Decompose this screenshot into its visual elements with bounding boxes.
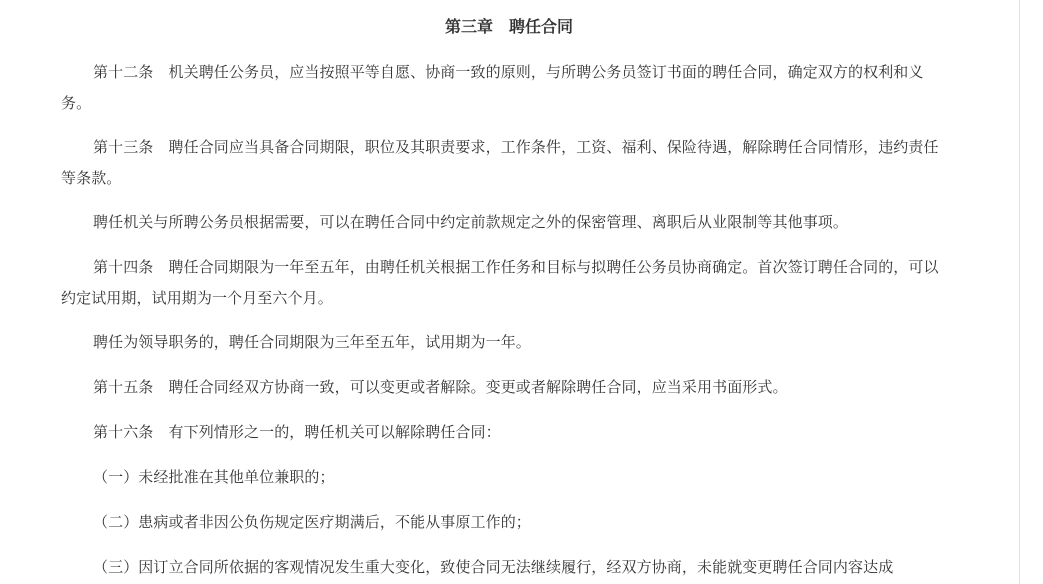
paragraph-article-14-supplement: 聘任为领导职务的，聘任合同期限为三年至五年，试用期为一年。 [93,333,531,351]
paragraph-article-16: 第十六条 有下列情形之一的，聘任机关可以解除聘任合同： [93,423,501,441]
paragraph-article-14: 第十四条 聘任合同期限为一年至五年，由聘任机关根据工作任务和目标与拟聘任公务员协商确定。首次签订聘任合同的，可以约定试用期，试用期为一个月至六个月。 [61,258,939,307]
paragraph-article-13: 第十三条 聘任合同应当具备合同期限，职位及其职责要求，工作条件，工资、福利、保险待遇，解除聘任合同情形，违约责任等条款。 [61,138,939,187]
chapter-title: 第三章 聘任合同 [444,17,573,36]
content-border-line [1019,0,1020,584]
paragraph-article-12: 第十二条 机关聘任公务员，应当按照平等自愿、协商一致的原则，与所聘公务员签订书面的聘任合同，确定双方的权利和义务。 [61,63,924,112]
list-item-16-3: （三）因订立合同所依据的客观情况发生重大变化，致使合同无法继续履行，经双方协商，未能就变更聘任合同内容达成 [93,558,894,576]
paragraph-article-13-supplement: 聘任机关与所聘公务员根据需要，可以在聘任合同中约定前款规定之外的保密管理、离职后从业限制等其他事项。 [93,213,849,231]
paragraph-article-15: 第十五条 聘任合同经双方协商一致，可以变更或者解除。变更或者解除聘任合同，应当采用书面形式。 [93,378,788,396]
list-item-16-1: （一）未经批准在其他单位兼职的； [93,468,335,486]
list-item-16-2: （二）患病或者非因公负伤规定医疗期满后，不能从事原工作的； [93,513,531,531]
